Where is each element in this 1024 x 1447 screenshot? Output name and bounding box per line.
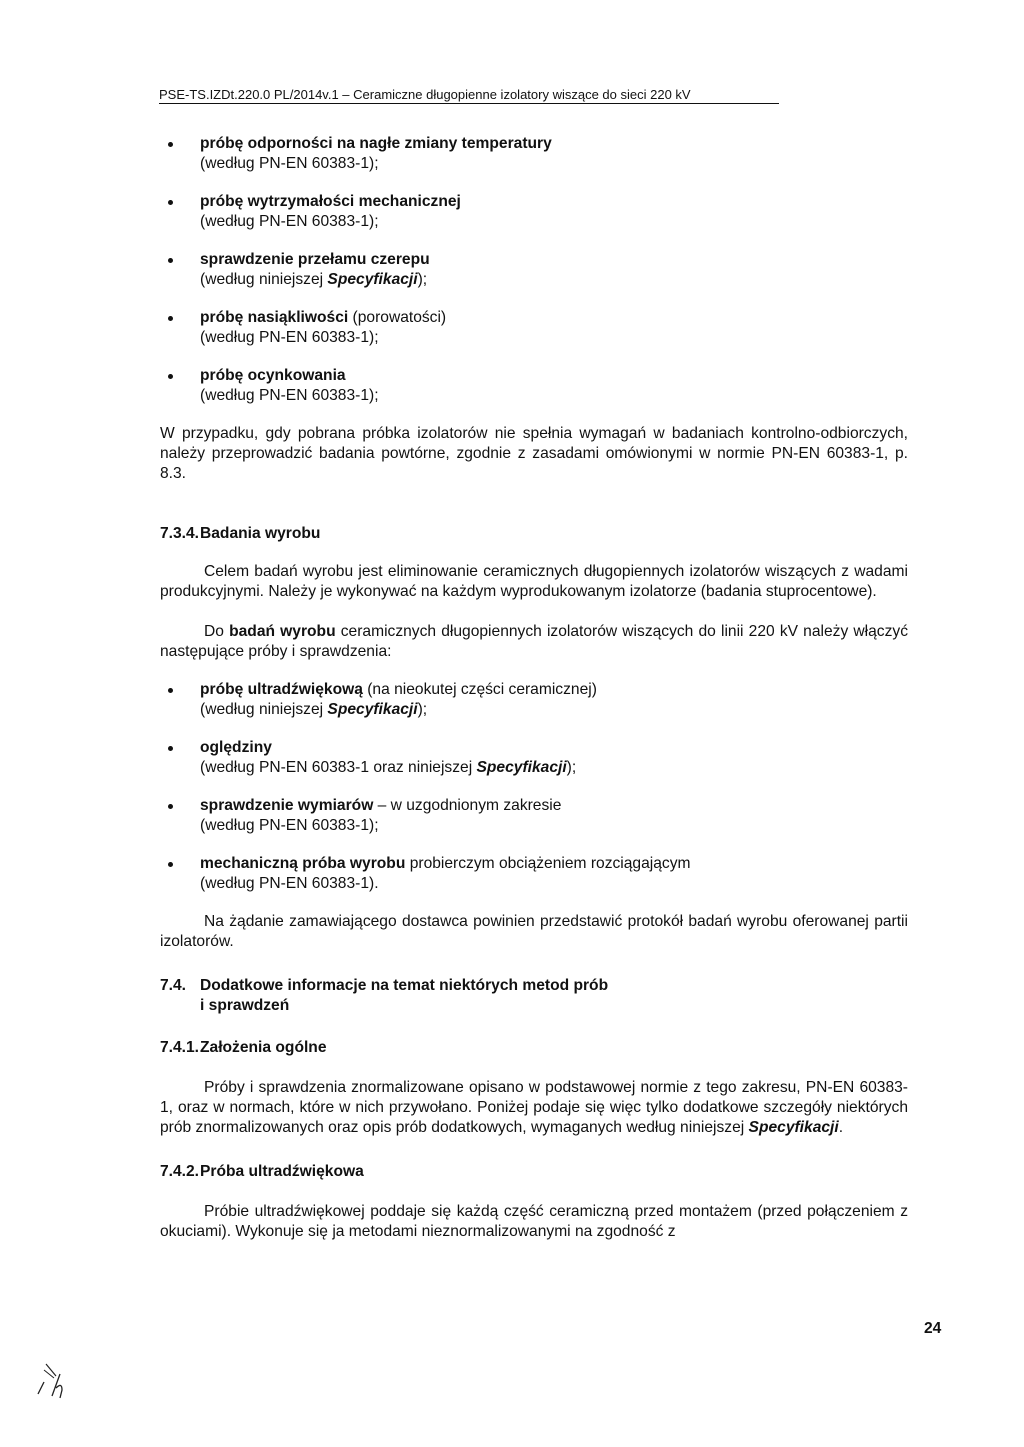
- running-header: PSE-TS.IZDt.220.0 PL/2014v.1 – Ceramiczne długopienne izolatory wiszące do sieci 220 kV: [159, 87, 779, 104]
- list-item: próbę ocynkowania (według PN-EN 60383-1);: [200, 366, 908, 406]
- test-list-2: [160, 680, 908, 894]
- list-item: próbę nasiąkliwości (porowatości) (według PN-EN 60383-1);: [200, 308, 908, 348]
- page-content: [160, 128, 908, 1242]
- page-number: 24: [924, 1320, 942, 1337]
- paragraph-ultrasonic-test: Próbie ultradźwiękowej poddaje się każdą część ceramiczną przed montażem (przed połączeniem z okuciami). Wykonuje się ja metodami nieznormalizowanymi na zgodność z: [160, 1203, 908, 1240]
- paragraph-general-assumptions: Próby i sprawdzenia znormalizowane opisano w podstawowej normie z tego zakresu, PN-EN 60383-1, oraz w normach, które w nich przywołano. Poniżej podaje się więc tylko dodatkowe szczegóły niektórych prób znormalizowanych oraz opis prób dodatkowych, wymaganych według niniejszej Specyfikacji.: [160, 1079, 908, 1136]
- list-item: sprawdzenie przełamu czerepu (według niniejszej Specyfikacji);: [200, 250, 908, 290]
- paragraph-protocol: Na żądanie zamawiającego dostawca powinien przedstawić protokół badań wyrobu oferowanej partii izolatorów.: [160, 913, 908, 950]
- list-item: próbę odporności na nagłe zmiany temperatury (według PN-EN 60383-1);: [200, 134, 908, 174]
- handwritten-initials-mark: [34, 1360, 84, 1410]
- section-heading-7-4: 7.4. Dodatkowe informacje na temat niektórych metod prób i sprawdzeń: [160, 977, 609, 1014]
- list-item: oględziny (według PN-EN 60383-1 oraz niniejszej Specyfikacji);: [200, 738, 908, 778]
- list-item: próbę wytrzymałości mechanicznej (według PN-EN 60383-1);: [200, 192, 908, 232]
- list-item: mechaniczną próba wyrobu probierczym obciążeniem rozciągającym (według PN-EN 60383-1).: [200, 854, 908, 894]
- list-item: sprawdzenie wymiarów – w uzgodnionym zakresie (według PN-EN 60383-1);: [200, 796, 908, 836]
- section-heading-7-4-1: 7.4.1.Założenia ogólne: [160, 1039, 327, 1056]
- list-item: próbę ultradźwiękową (na nieokutej części ceramicznej) (według niniejszej Specyfikacji);: [200, 680, 908, 720]
- paragraph-product-tests-scope: Do badań wyrobu ceramicznych długopiennych izolatorów wiszących do linii 220 kV należy włączyć następujące próby i sprawdzenia:: [160, 623, 908, 660]
- test-list-1: [160, 134, 908, 406]
- section-heading-7-3-4: 7.3.4.Badania wyrobu: [160, 525, 321, 542]
- paragraph-product-tests-goal: Celem badań wyrobu jest eliminowanie ceramicznych długopiennych izolatorów wiszących z wadami produkcyjnymi. Należy je wykonywać na każdym wyprodukowanym izolatorze (badania stuprocentowe).: [160, 563, 908, 600]
- paragraph-repeat-tests: W przypadku, gdy pobrana próbka izolatorów nie spełnia wymagań w badaniach kontrolno-odbiorczych, należy przeprowadzić badania powtórne, zgodnie z zasadami omówionymi w normie PN-EN 60383-1, p. 8.3.: [160, 425, 908, 482]
- section-heading-7-4-2: 7.4.2.Próba ultradźwiękowa: [160, 1163, 364, 1180]
